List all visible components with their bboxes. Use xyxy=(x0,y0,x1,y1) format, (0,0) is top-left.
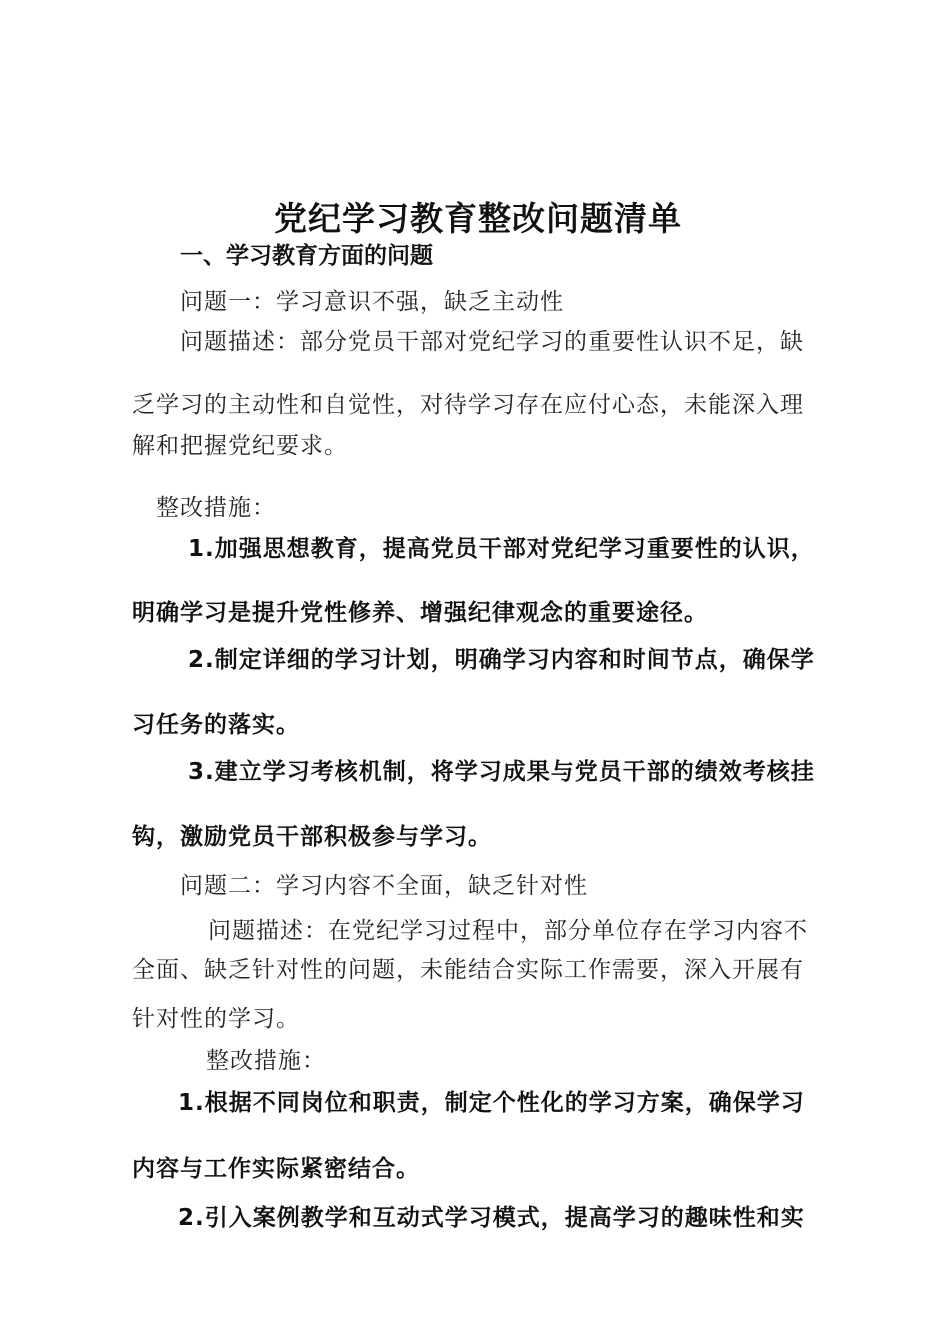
problem-2-description-line-3: 针对性的学习。 xyxy=(132,1006,300,1032)
problem-2-description-line-2: 全面、缺乏针对性的问题，未能结合实际工作需要，深入开展有 xyxy=(132,957,804,983)
section-heading: 一、学习教育方面的问题 xyxy=(180,243,433,269)
problem-1-description-line-1: 问题描述：部分党员干部对党纪学习的重要性认识不足，缺 xyxy=(180,329,804,355)
document-title: 党纪学习教育整改问题清单 xyxy=(274,199,682,238)
problem-1-measure-1-line-2: 明确学习是提升党性修养、增强纪律观念的重要途径。 xyxy=(132,600,708,626)
problem-1-title: 问题一：学习意识不强，缺乏主动性 xyxy=(180,289,564,315)
problem-2-description-line-1: 问题描述：在党纪学习过程中，部分单位存在学习内容不 xyxy=(208,918,808,944)
problem-1-description-line-2: 乏学习的主动性和自觉性，对待学习存在应付心态，未能深入理 xyxy=(132,392,804,418)
problem-1-measure-3-line-2: 钩，激励党员干部积极参与学习。 xyxy=(132,824,492,850)
problem-2-measure-1-line-1: 1.根据不同岗位和职责，制定个性化的学习方案，确保学习 xyxy=(178,1090,805,1116)
problem-2-measure-2-line-1: 2.引入案例教学和互动式学习模式，提高学习的趣味性和实 xyxy=(178,1205,805,1231)
problem-1-description-line-3: 解和把握党纪要求。 xyxy=(132,433,348,459)
problem-2-measures-label: 整改措施： xyxy=(206,1048,326,1074)
problem-1-measures-label: 整改措施： xyxy=(156,495,276,521)
problem-1-measure-2-line-1: 2.制定详细的学习计划，明确学习内容和时间节点，确保学 xyxy=(188,647,815,673)
problem-1-measure-1-line-1: 1.加强思想教育，提高党员干部对党纪学习重要性的认识， xyxy=(188,536,815,562)
problem-2-measure-1-line-2: 内容与工作实际紧密结合。 xyxy=(132,1156,420,1182)
problem-1-measure-2-line-2: 习任务的落实。 xyxy=(132,712,300,738)
problem-1-measure-3-line-1: 3.建立学习考核机制，将学习成果与党员干部的绩效考核挂 xyxy=(188,759,815,785)
problem-2-title: 问题二：学习内容不全面，缺乏针对性 xyxy=(180,873,588,899)
